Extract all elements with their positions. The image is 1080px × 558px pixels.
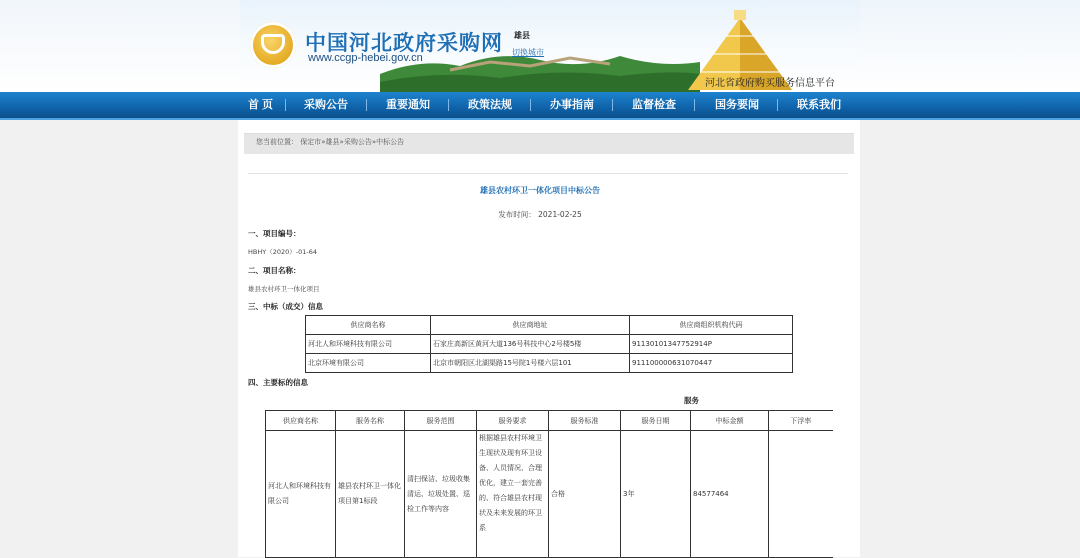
service-name-cell: 雄县农村环卫一体化项目第1标段 [336,431,405,558]
breadcrumb-item-award: 中标公告 [376,138,405,146]
discount-rate-cell [769,431,833,558]
breadcrumb-item-procurement[interactable]: 采购公告 [343,138,372,146]
breadcrumb-separator: » [339,138,344,146]
nav-divider [285,99,286,111]
nav-home[interactable]: 首 页 [248,99,274,111]
column-header: 服务范围 [405,411,477,431]
announcement-title: 雄县农村环卫一体化项目中标公告 [480,186,600,195]
column-header: 服务日期 [621,411,691,431]
service-standard-cell: 合格 [549,431,621,558]
nav-state-news[interactable]: 国务要闻 [715,99,759,111]
supplier-address-cell: 石家庄高新区黄河大道136号科技中心2号楼5楼 [431,335,630,354]
column-header: 供应商名称 [266,411,336,431]
platform-name: 河北省政府购买服务信息平台 [705,78,835,89]
service-scope-cell: 清扫保洁、垃圾收集清运、垃圾处置、巡检工作等内容 [405,431,477,558]
site-logo-icon[interactable] [250,22,296,68]
column-header: 服务标准 [549,411,621,431]
publish-date: 2021-02-25 [538,210,582,219]
site-title[interactable]: 中国河北政府采购网 [305,32,503,55]
nav-divider [694,99,695,111]
table-row [266,431,833,558]
title-divider [248,173,848,174]
service-date-cell: 3年 [621,431,691,558]
section-project-name-title: 二、项目名称： [248,266,301,275]
publish-info [0,209,1080,220]
supplier-address-cell: 北京市朝阳区北湖渠路15号院1号楼六层101 [431,354,630,373]
header-sky-right [860,0,1080,92]
column-header: 中标金额 [691,411,769,431]
main-nav [0,92,1080,120]
supplier-name-cell: 河北人和环境科技有限公司 [266,431,336,558]
column-header: 供应商名称 [306,316,431,335]
supplier-code-cell: 91130101347752914P [630,335,793,354]
nav-guide[interactable]: 办事指南 [550,99,594,111]
supplier-name-cell: 河北人和环境科技有限公司 [306,335,431,354]
breadcrumb-prefix: 您当前位置： [256,138,298,146]
site-header [0,0,1080,92]
column-header: 服务要求 [477,411,549,431]
table-header-row [266,411,833,431]
switch-city-link[interactable]: 切换城市 [512,48,544,57]
award-amount-cell: 84577464 [691,431,769,558]
nav-divider [530,99,531,111]
breadcrumb-item-county[interactable]: 雄县 [325,138,340,146]
table-header-row [306,316,793,335]
current-region: 雄县 [514,31,530,40]
section-subject-info-title: 四、主要标的信息 [248,378,308,387]
supplier-code-cell: 911100000631070447 [630,354,793,373]
nav-procurement-notices[interactable]: 采购公告 [304,99,348,111]
publish-label: 发布时间： [498,210,536,219]
nav-divider [777,99,778,111]
service-requirement-cell: 根据雄县农村环境卫生现状及现有环卫设备、人员情况、合理优化，建立一套完善的、符合雄县农村现状及未来发展的环卫系 [477,431,549,558]
header-sky-left [0,0,240,92]
breadcrumb-separator: » [321,138,326,146]
project-number-value: HBHY（2020）-01-64 [248,248,317,256]
nav-divider [448,99,449,111]
nav-supervision[interactable]: 监督检查 [632,99,676,111]
column-header: 下浮率 [769,411,833,431]
section-project-number-title: 一、项目编号： [248,229,301,238]
site-url: www.ccgp-hebei.gov.cn [308,52,423,64]
table-row [306,354,793,373]
service-table [265,410,833,558]
breadcrumb-item-city[interactable]: 保定市 [300,138,322,146]
column-header: 服务名称 [336,411,405,431]
nav-divider [366,99,367,111]
nav-policies[interactable]: 政策法规 [468,99,512,111]
service-group-label: 服务 [684,396,699,405]
section-award-info-title: 三、中标（成交）信息 [248,302,323,311]
project-name-value: 雄县农村环卫一体化项目 [248,285,320,293]
breadcrumb [256,137,404,147]
breadcrumb-separator: » [371,138,377,146]
column-header: 供应商组织机构代码 [630,316,793,335]
winners-table [305,315,793,373]
supplier-name-cell: 北京环境有限公司 [306,354,431,373]
nav-contact[interactable]: 联系我们 [797,99,841,111]
nav-important-notices[interactable]: 重要通知 [386,99,430,111]
column-header: 供应商地址 [431,316,630,335]
table-row [306,335,793,354]
nav-divider [612,99,613,111]
